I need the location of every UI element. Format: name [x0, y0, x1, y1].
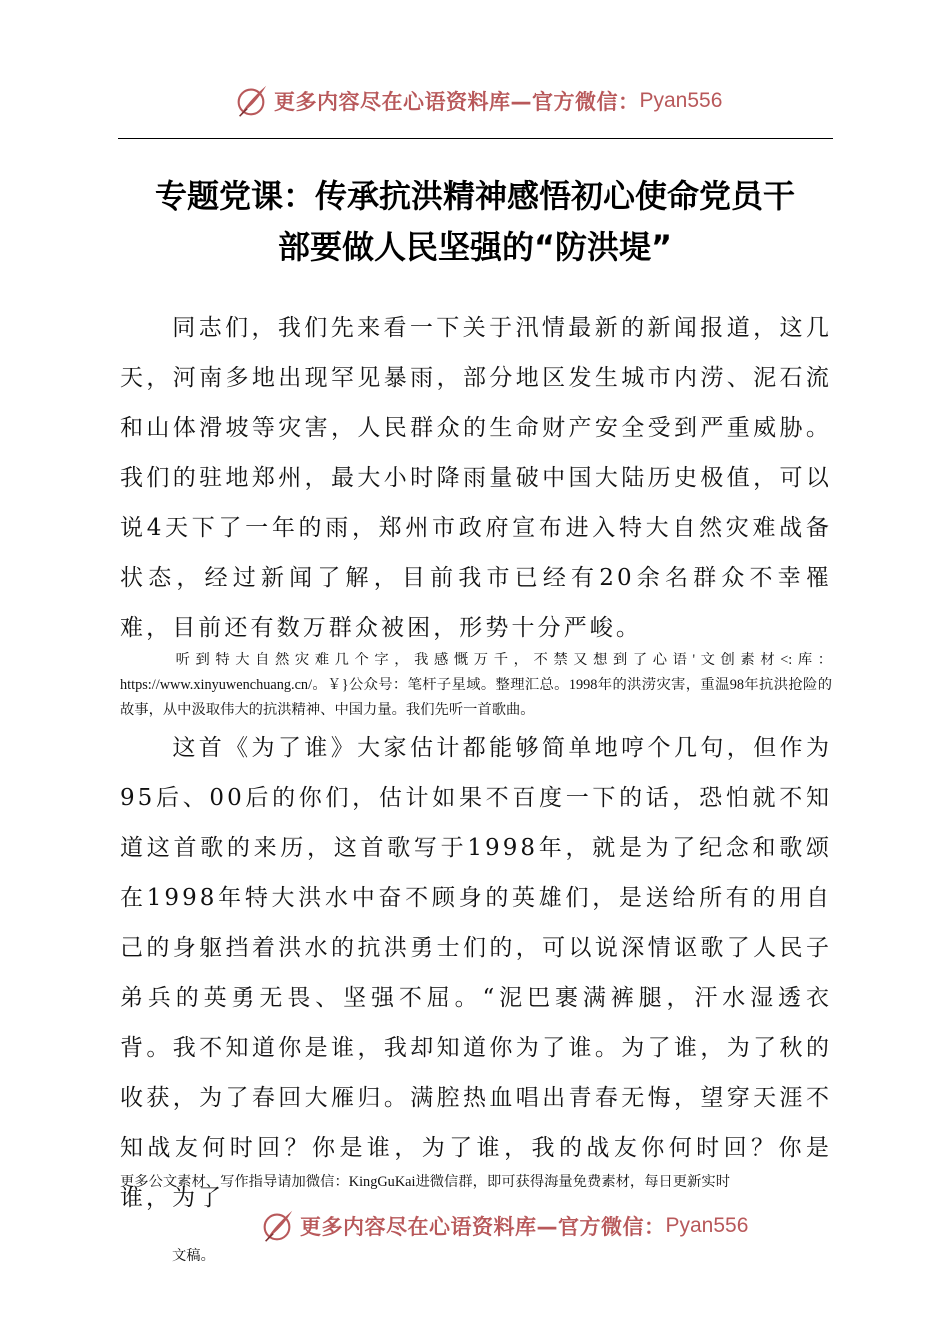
body-paragraph-2-text: 这首《为了谁》大家估计都能够简单地哼个几句，但作为95后、00后的你们，估计如果不百度一下的话，恐怕就不知道这首歌的来历，这首歌写于1998年，就是为了纪念和歌颂在1998年特大洪水中奋不顾身的英雄们，是送给所有的用自己的身躯挡着洪水的抗洪勇士们的，可以说深情讴歌了人民子弟兵的英勇无畏、坚强不屈。“泥巴裹满裤腿，汗水湿透衣背。我不知道你是谁，我却知道你为了谁。为了谁，为了秋的收获，为了春回大雁归。满腔热血唱出青春无悔，望穿天涯不知战友何时回？你是谁，为了谁，我的战友你何时回？你是谁，为了: [120, 735, 832, 1211]
body-paragraph-1: [120, 303, 832, 653]
banner-text: 更多内容尽在心语资料库—官方微信：: [274, 90, 640, 114]
banner-text: 更多内容尽在心语资料库—官方微信：: [300, 1215, 666, 1239]
banner-wechat-id: Pyan556: [639, 89, 723, 112]
document-title-line-2: 部要做人民坚强的“防洪堤”: [277, 228, 673, 266]
banner-wechat-id: Pyan556: [665, 1214, 749, 1237]
header-divider: [118, 138, 833, 139]
footer-banner: [0, 1205, 950, 1249]
footer-banner-content: [258, 1207, 748, 1245]
body-paragraph-1-text: 同志们，我们先来看一下关于汛情最新的新闻报道，这几天，河南多地出现罕见暴雨，部分地区发生城市内涝、泥石流和山体滑坡等灾害，人民群众的生命财产安全受到严重威胁。我们的驻地郑州，最大小时降雨量破中国大陆历史极值，可以说4天下了一年的雨，郑州市政府宣布进入特大自然灾难战备状态，经过新闻了解，目前我市已经有20余名群众不幸罹难，目前还有数万群众被困，形势十分严峻。: [120, 315, 832, 641]
source-note-text: 听到特大自然灾难几个字，我感慨万千，不禁又想到了心语'文创素材<:库：https://www.xinyuwenchuang.cn/。￥}公众号：笔杆子星域。整理汇总。1998年的洪涝灾害，重温98年抗洪抢险的故事，从中汲取伟大的抗洪精神、中国力量。我们先听一首歌曲。: [120, 652, 832, 718]
quill-logo-icon: [232, 82, 270, 120]
footer-note-line-1: 更多公文素材、写作指导请加微信：KingGuKai进微信群，即可获得海量免费素材，每日更新实时: [120, 1174, 730, 1190]
header-banner: [0, 80, 950, 124]
document-title-line-1: 专题党课：传承抗洪精神感悟初心使命党员干: [154, 177, 795, 215]
header-banner-content: [232, 82, 722, 120]
source-note-paragraph: [120, 648, 832, 723]
body-paragraph-2: [120, 723, 832, 1223]
footer-note-line-2: 文稿。: [172, 1248, 215, 1264]
quill-logo-icon: [258, 1207, 296, 1245]
